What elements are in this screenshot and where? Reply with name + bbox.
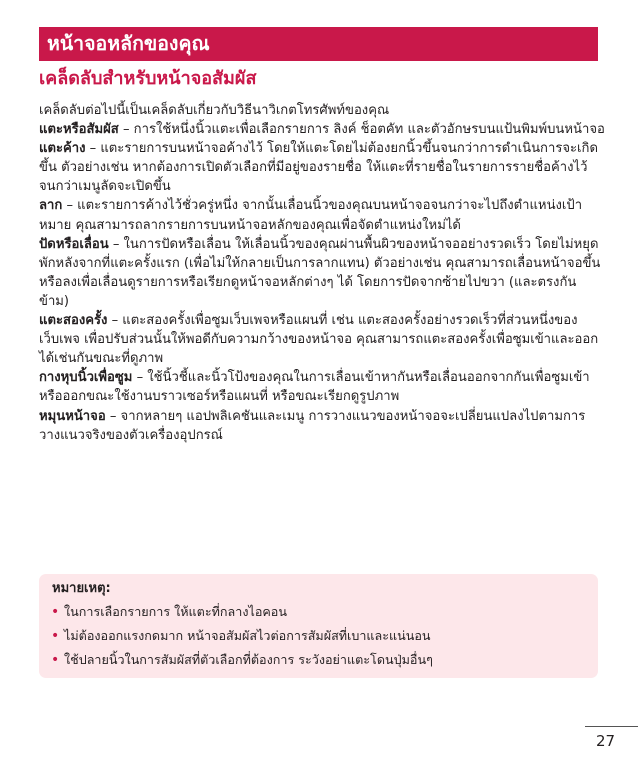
tip-term: แตะค้าง: [39, 141, 86, 157]
note-item-text: ในการเลือกรายการ ให้แตะที่กลางไอคอน: [64, 604, 287, 619]
tip-term: ปัดหรือเลื่อน: [39, 236, 109, 252]
page-number-rule: [585, 726, 638, 727]
tip-paragraph-swipe: [39, 235, 605, 311]
note-item-text: ไม่ต้องออกแรงกดมาก หน้าจอสัมผัสไวต่อการสัมผัสที่เบาและแน่นอน: [64, 628, 431, 643]
tip-term: กางหุบนิ้วเพื่อซูม: [39, 370, 133, 386]
note-list: [51, 600, 433, 672]
tip-paragraph-double-tap: [39, 311, 605, 368]
tip-description: – แตะรายการค้างไว้ชั่วครู่หนึ่ง จากนั้นเลื่อนนิ้วของคุณบนหน้าจอจนกว่าจะไปถึงตำแหน่งเป้าหมาย คุณสามารถลากรายการบนหน้าจอหลักของคุณเพื่อจัดตำแหน่งใหม่ได้: [39, 198, 583, 233]
tip-description: – จากหลายๆ แอปพลิเคชันและเมนู การวางแนวของหน้าจอจะเปลี่ยนแปลงไปตามการวางแนวจริงของตัวเครื่องอุปกรณ์: [39, 408, 586, 443]
tip-term: หมุนหน้าจอ: [39, 408, 106, 424]
tip-paragraph-drag: [39, 196, 605, 234]
tip-description: – ใช้นิ้วชี้และนิ้วโป้งของคุณในการเลื่อนเข้าหากันหรือเลื่อนออกจากกันเพื่อซูมเข้าหรือออกขณะใช้งานบราวเซอร์หรือแผนที่ หรือขณะเรียกดูรูปภาพ: [39, 370, 590, 405]
note-item: [51, 648, 433, 672]
tip-description: – การใช้หนึ่งนิ้วแตะเพื่อเลือกรายการ ลิงค์ ช็อตคัท และตัวอักษรบนแป้นพิมพ์บนหน้าจอ: [118, 122, 605, 138]
tip-term: ลาก: [39, 198, 63, 214]
page-number: 27: [596, 732, 616, 750]
tip-paragraph-rotate: [39, 407, 605, 445]
note-title: หมายเหตุ:: [52, 581, 111, 596]
bullet-icon: •: [51, 604, 60, 620]
note-item-text: ใช้ปลายนิ้วในการสัมผัสที่ตัวเลือกที่ต้องการ ระวังอย่าแตะโดนปุ่มอื่นๆ: [64, 652, 433, 667]
tip-paragraph-tap: [39, 120, 605, 139]
note-item: [51, 600, 433, 624]
note-box: [39, 574, 598, 678]
main-content: [39, 101, 605, 445]
intro-paragraph: เคล็ดลับต่อไปนี้เป็นเคล็ดลับเกี่ยวกับวิธีนาวิเกตโทรศัพท์ของคุณ: [39, 103, 390, 118]
chapter-header-bar: [39, 27, 598, 61]
chapter-title: หน้าจอหลักของคุณ: [47, 32, 210, 55]
tip-paragraph-touch-hold: [39, 139, 605, 196]
tip-paragraph-pinch-zoom: [39, 368, 605, 406]
tip-term: แตะสองครั้ง: [39, 313, 108, 329]
bullet-icon: •: [51, 628, 60, 644]
tip-description: – แตะรายการบนหน้าจอค้างไว้ โดยให้แตะโดยไม่ต้องยกนิ้วขึ้นจนกว่าการดำเนินการจะเกิดขึ้น ตัวอย่างเช่น หากต้องการเปิดตัวเลือกที่มีอยู่ของรายชื่อ ให้แตะที่รายชื่อในรายการรายชื่อค้างไว้จนกว่าเมนูลัดจะเปิดขึ้น: [39, 141, 598, 195]
tip-description: – แตะสองครั้งเพื่อซูมเว็บเพจหรือแผนที่ เช่น แตะสองครั้งอย่างรวดเร็วที่ส่วนหนึ่งของเว็บเพจ เพื่อปรับส่วนนั้นให้พอดีกับความกว้างของหน้าจอ คุณสามารถแตะสองครั้งเพื่อซูมเข้าและออกได้เช่นกันขณะที่ดูภาพ: [39, 313, 599, 367]
section-title: เคล็ดลับสำหรับหน้าจอสัมผัส: [39, 68, 257, 89]
note-item: [51, 624, 433, 648]
tip-description: – ในการปัดหรือเลื่อน ให้เลื่อนนิ้วของคุณผ่านพื้นผิวของหน้าจออย่างรวดเร็ว โดยไม่หยุดพักหลังจากที่แตะครั้งแรก (เพื่อไม่ให้กลายเป็นการลากแทน) ตัวอย่างเช่น คุณสามารถเลื่อนหน้าจอขึ้นหรือลงเพื่อเลื่อนดูรายการหรือเรียกดูหน้าจอหลักต่างๆ ได้ โดยการปัดจากซ้ายไปขวา (และตรงกันข้าม): [39, 236, 601, 309]
bullet-icon: •: [51, 652, 60, 668]
tip-term: แตะหรือสัมผัส: [39, 122, 119, 138]
